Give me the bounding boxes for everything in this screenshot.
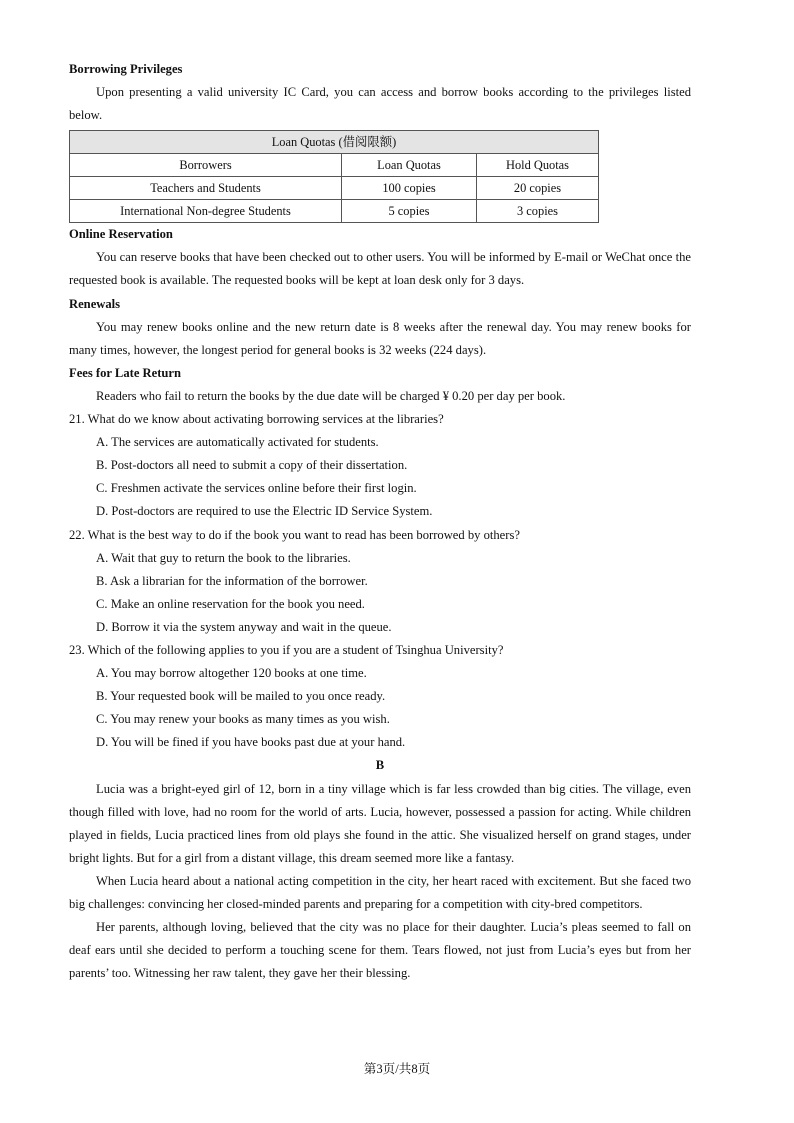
table-cell: 20 copies xyxy=(477,177,599,200)
answer-option: C. You may renew your books as many times as you wish. xyxy=(96,712,390,727)
answer-option: A. The services are automatically activated for students. xyxy=(96,435,379,450)
question-22 xyxy=(69,524,691,639)
table-cell: 5 copies xyxy=(342,200,477,223)
document-page xyxy=(69,58,691,985)
answer-option: B. Ask a librarian for the information of the borrower. xyxy=(96,573,368,588)
reservation-heading: Online Reservation xyxy=(69,227,173,242)
table-header-cell: Hold Quotas xyxy=(477,154,599,177)
borrowing-text: Upon presenting a valid university IC Card, you can access and borrow books according to the privileges listed below. xyxy=(69,85,691,123)
borrowing-heading: Borrowing Privileges xyxy=(69,62,183,76)
question-stem: 21. What do we know about activating borrowing services at the libraries? xyxy=(69,412,444,427)
reservation-text: You can reserve books that have been checked out to other users. You will be informed by E-mail or WeChat once the requested book is available. The requested books will be kept at loan desk only for 3 days. xyxy=(69,250,691,288)
answer-option: B. Post-doctors all need to submit a copy of their dissertation. xyxy=(96,458,408,473)
question-stem: 22. What is the best way to do if the book you want to read has been borrowed by others? xyxy=(69,527,520,542)
table-cell: 100 copies xyxy=(342,177,477,200)
page-footer: 第3页/共8页 xyxy=(363,1062,431,1076)
passage-paragraph: Her parents, although loving, believed that the city was no place for their daughter. Lucia’s pleas seemed to fall on deaf ears until she decided to perform a touching scene for them. Tears flowed, not just from Lucia’s eyes but from her parents’ too. Witnessing her raw talent, they gave her their blessing. xyxy=(69,920,691,981)
question-23 xyxy=(69,639,691,754)
answer-option: C. Make an online reservation for the book you need. xyxy=(96,596,365,611)
table-cell: Teachers and Students xyxy=(70,177,342,200)
table-row xyxy=(70,177,599,200)
answer-option: D. Post-doctors are required to use the Electric ID Service System. xyxy=(96,504,433,519)
table-header-cell: Loan Quotas xyxy=(342,154,477,177)
table-row xyxy=(70,200,599,223)
answer-option: A. Wait that guy to return the book to the libraries. xyxy=(96,550,351,565)
renewals-text: You may renew books online and the new return date is 8 weeks after the renewal day. You may renew books for many times, however, the longest period for general books is 32 weeks (224 days). xyxy=(69,319,691,357)
answer-option: B. Your requested book will be mailed to you once ready. xyxy=(96,689,386,704)
question-stem: 23. Which of the following applies to you if you are a student of Tsinghua University? xyxy=(69,642,504,657)
passage-b-label: B xyxy=(375,758,385,773)
answer-option: C. Freshmen activate the services online before their first login. xyxy=(96,481,417,496)
passage-paragraph: Lucia was a bright-eyed girl of 12, born in a tiny village which is far less crowded than big cities. The village, even though filled with love, had no room for the world of arts. Lucia, however, possessed a passion for acting. While children played in fields, Lucia practiced lines from old plays she found in the attic. She visualized herself on grand stages, under bright lights. But for a girl from a distant village, this dream seemed more like a fantasy. xyxy=(69,781,691,865)
table-cell: 3 copies xyxy=(477,200,599,223)
loan-quota-table xyxy=(69,130,599,223)
fees-text: Readers who fail to return the books by the due date will be charged ¥ 0.20 per day per book. xyxy=(96,388,566,403)
answer-option: D. You will be fined if you have books past due at your hand. xyxy=(96,735,406,750)
table-cell: International Non-degree Students xyxy=(70,200,342,223)
fees-heading: Fees for Late Return xyxy=(69,365,182,380)
answer-option: D. Borrow it via the system anyway and wait in the queue. xyxy=(96,619,392,634)
passage-paragraph: When Lucia heard about a national acting competition in the city, her heart raced with excitement. But she faced two big challenges: convincing her closed-minded parents and preparing for a competition with city-bred competitors. xyxy=(69,873,691,911)
renewals-heading: Renewals xyxy=(69,296,121,311)
answer-option: A. You may borrow altogether 120 books at one time. xyxy=(96,666,367,681)
question-21 xyxy=(69,408,691,523)
table-header-cell: Borrowers xyxy=(70,154,342,177)
table-header-row xyxy=(70,154,599,177)
table-title: Loan Quotas (借阅限额) xyxy=(70,131,599,154)
